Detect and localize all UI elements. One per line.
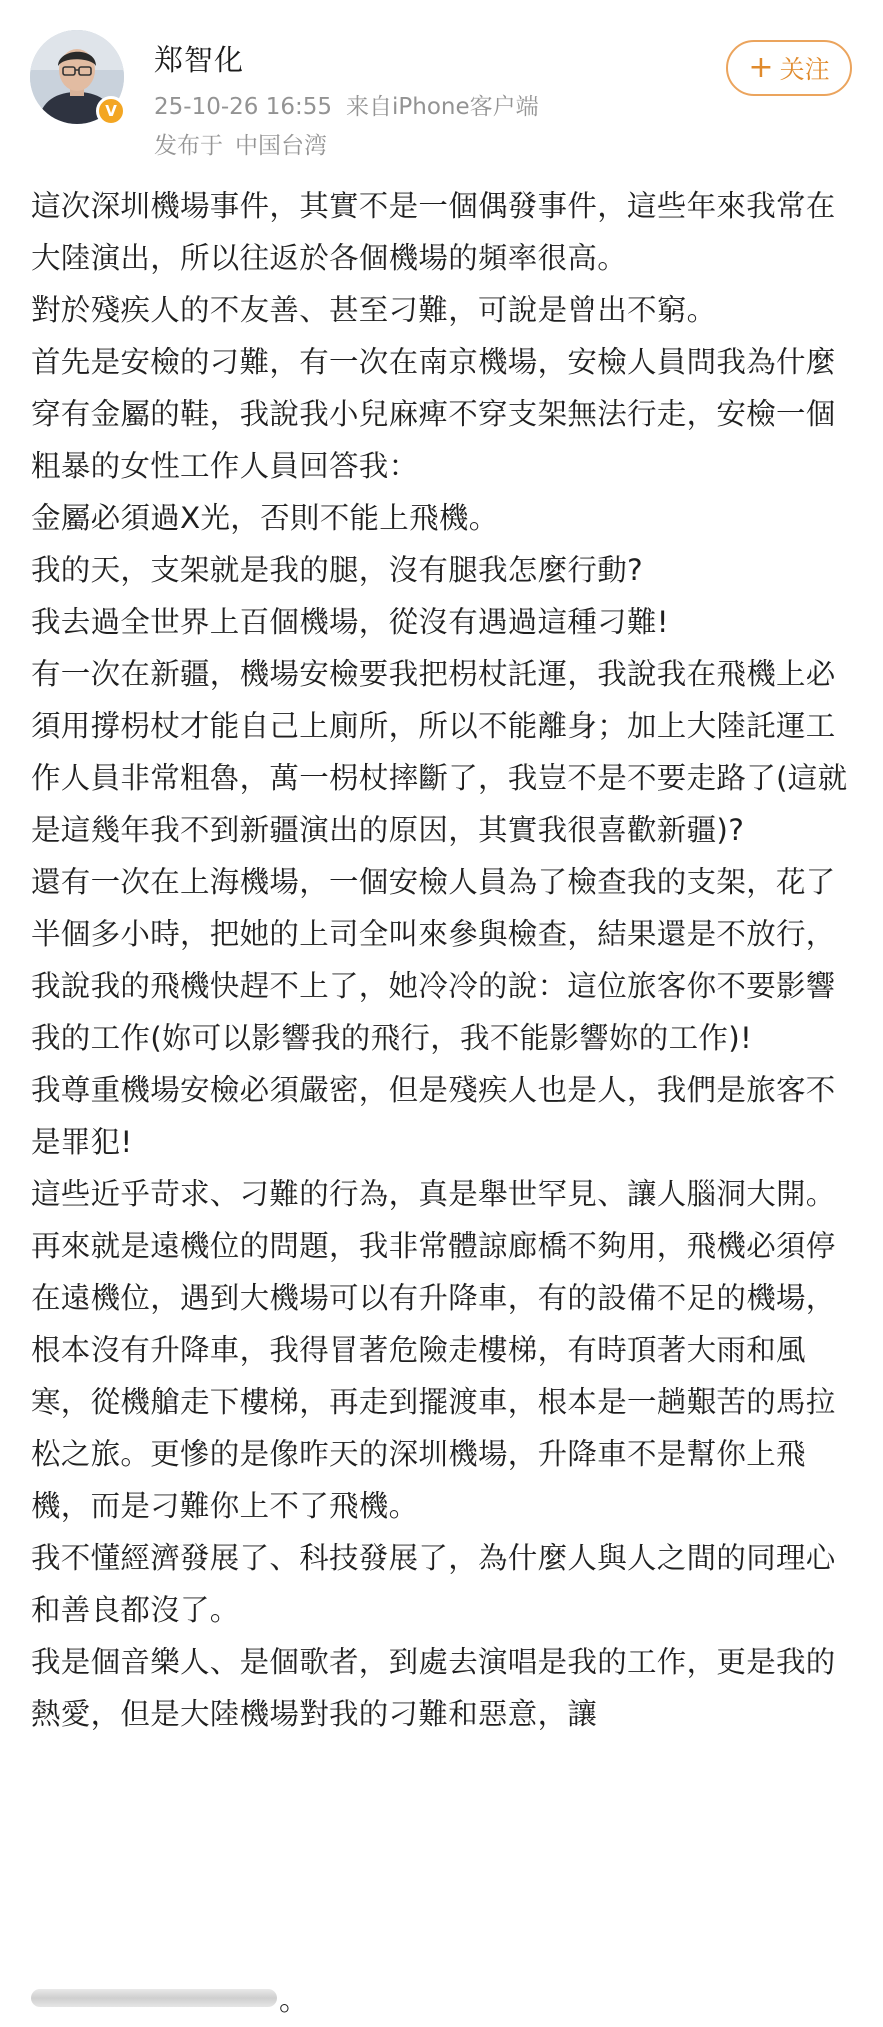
post-paragraph: 我去過全世界上百個機場，從沒有遇過這種刁難! (31, 605, 669, 639)
verified-badge-icon: V (96, 96, 126, 126)
post-meta (154, 88, 539, 121)
post-paragraph: 我尊重機場安檢必須嚴密，但是殘疾人也是人，我們是旅客不是罪犯! (31, 1073, 836, 1159)
post-paragraph: 再來就是遠機位的問題，我非常體諒廊橋不夠用，飛機必須停在遠機位，遇到大機場可以有升降車，有的設備不足的機場，根本沒有升降車，我得冒著危險走樓梯，有時頂著大雨和風寒，從機艙走下樓梯，再走到擺渡車，根本是一趟艱苦的馬拉松之旅。更慘的是像昨天的深圳機場，升降車不是幫你上飛機，而是刁難你上不了飛機。 (31, 1229, 836, 1523)
post-header (0, 0, 883, 170)
follow-button[interactable] (726, 40, 852, 96)
redaction-bar (31, 1989, 277, 2007)
location-value: 中国台湾 (235, 133, 327, 159)
post-paragraph: 我是個音樂人、是個歌者，到處去演唱是我的工作，更是我的熱愛，但是大陸機場對我的刁難和惡意，讓 (31, 1645, 836, 1731)
post-paragraph: 我不懂經濟發展了、科技發展了，為什麼人與人之間的同理心和善良都沒了。 (31, 1541, 836, 1627)
post-paragraph: 有一次在新疆，機場安檢要我把枴杖託運，我說我在飛機上必須用撐枴杖才能自己上廁所，所以不能離身；加上大陸託運工作人員非常粗魯，萬一枴杖摔斷了，我豈不是不要走路了(這就是這幾年我不到新疆演出的原因，其實我很喜歡新疆)? (31, 657, 848, 847)
redacted-text-line (31, 1978, 309, 2018)
author-name[interactable]: 郑智化 (154, 43, 245, 77)
post-location (154, 127, 327, 160)
post-paragraph: 首先是安檢的刁難，有一次在南京機場，安檢人員問我為什麼穿有金屬的鞋，我說我小兒麻痺不穿支架無法行走，安檢一個粗暴的女性工作人員回答我： (31, 345, 836, 483)
post-time: 25-10-26 16:55 (154, 94, 332, 120)
post-paragraph: 對於殘疾人的不友善、甚至刁難，可說是曾出不窮。 (31, 293, 717, 327)
plus-icon: + (748, 50, 774, 85)
post-paragraph: 我的天，支架就是我的腿，沒有腿我怎麼行動? (31, 553, 643, 587)
post-paragraph: 還有一次在上海機場，一個安檢人員為了檢查我的支架，花了半個多小時，把她的上司全叫來參與檢查，結果還是不放行，我說我的飛機快趕不上了，她冷冷的說：這位旅客你不要影響我的工作(妳可以影響我的飛行，我不能影響妳的工作)! (31, 865, 836, 1055)
post-paragraph: 這些近乎苛求、刁難的行為，真是舉世罕見、讓人腦洞大開。 (31, 1177, 836, 1211)
post-body (31, 180, 853, 1740)
post-paragraph: 這次深圳機場事件，其實不是一個偶發事件，這些年來我常在大陸演出，所以往返於各個機場的頻率很高。 (31, 189, 836, 275)
post-source: 来自iPhone客户端 (346, 94, 539, 120)
follow-label: 关注 (779, 55, 830, 84)
location-label: 发布于 (154, 133, 223, 159)
post-paragraph: 金屬必須過X光，否則不能上飛機。 (31, 501, 499, 535)
truncated-tail: 。 (279, 1983, 309, 2017)
